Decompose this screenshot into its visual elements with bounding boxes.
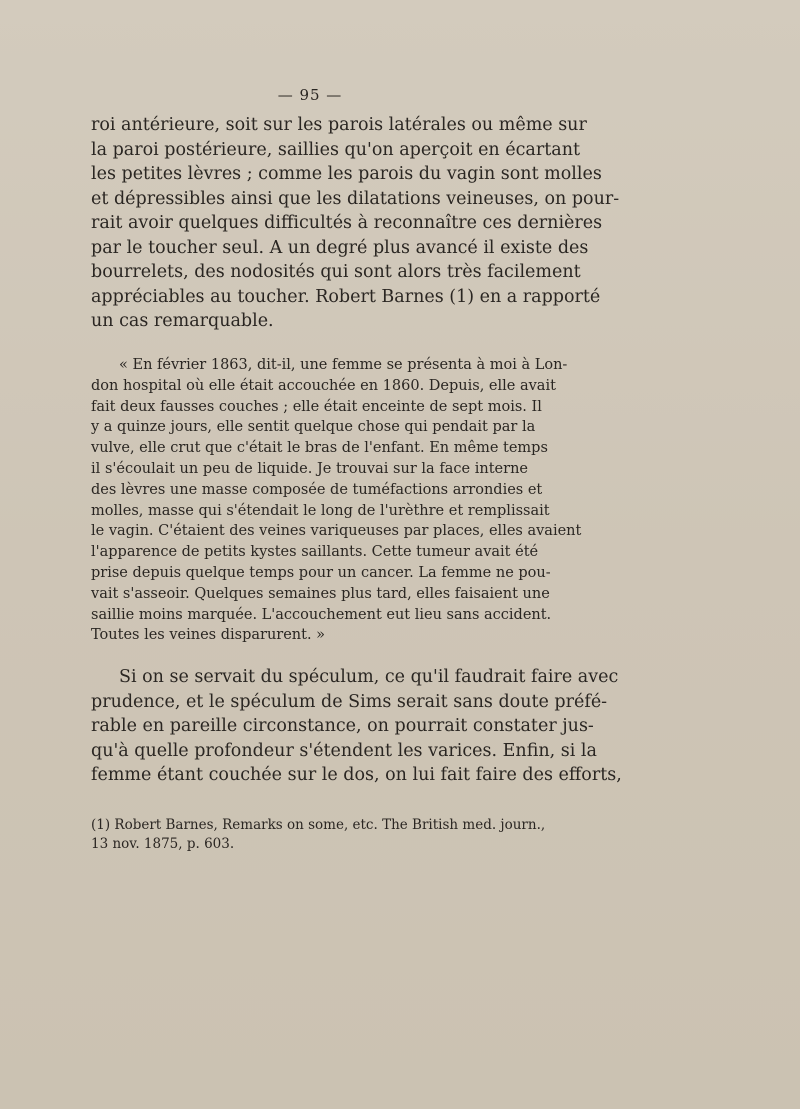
quote-line: « En février 1863, dit-il, une femme se présenta à moi à Lon-	[119, 357, 568, 373]
quote-line: molles, masse qui s'étendait le long de l'urèthre et remplissait	[91, 502, 550, 519]
text-line: et dépressibles ainsi que les dilatations veineuses, on pour-	[91, 188, 620, 209]
quote-line: vulve, elle crut que c'était le bras de l'enfant. En même temps	[91, 440, 548, 457]
quote-line: Toutes les veines disparurent. »	[91, 627, 326, 644]
quote-line: il s'écoulait un peu de liquide. Je trouvai sur la face interne	[91, 460, 528, 477]
text-line: la paroi postérieure, saillies qu'on aperçoit en écartant	[91, 139, 580, 160]
footnote-line: (1) Robert Barnes, Remarks on some, etc. The British med. journ.,	[91, 817, 546, 833]
quote-line: des lèvres une masse composée de tuméfactions arrondies et	[91, 481, 543, 498]
quote-line: le vagin. C'étaient des veines variqueuses par places, elles avaient	[91, 523, 582, 540]
footnote-line: 13 nov. 1875, p. 603.	[91, 835, 235, 852]
footnote	[91, 816, 546, 853]
paragraph-1	[91, 113, 620, 334]
text-line: rait avoir quelques difficultés à reconnaître ces dernières	[91, 213, 603, 233]
text-line: Si on se servait du spéculum, ce qu'il faudrait faire avec	[119, 667, 619, 687]
paragraph-2	[91, 665, 622, 788]
quote-line: fait deux fausses couches ; elle était enceinte de sept mois. Il	[91, 398, 542, 415]
text-line: un cas remarquable.	[91, 311, 274, 331]
text-line: appréciables au toucher. Robert Barnes (1) en a rapporté	[91, 286, 601, 307]
text-line: roi antérieure, soit sur les parois latérales ou même sur	[91, 115, 587, 135]
text-line: bourrelets, des nodosités qui sont alors très facilement	[91, 262, 581, 282]
text-line: rable en pareille circonstance, on pourrait constater jus-	[91, 716, 594, 736]
quote-line: don hospital où elle était accouchée en 1860. Depuis, elle avait	[91, 377, 556, 394]
text-line: qu'à quelle profondeur s'étendent les varices. Enfin, si la	[91, 740, 597, 761]
quote-line: l'apparence de petits kystes saillants. Cette tumeur avait été	[91, 544, 539, 561]
text-line: par le toucher seul. A un degré plus avancé il existe des	[91, 237, 589, 258]
quote-line: y a quinze jours, elle sentit quelque chose qui pendait par la	[91, 419, 536, 436]
text-line: femme étant couchée sur le dos, on lui fait faire des efforts,	[91, 765, 622, 785]
quotation-block	[91, 355, 582, 646]
quote-line: saillie moins marquée. L'accouchement eut lieu sans accident.	[91, 606, 552, 623]
text-line: prudence, et le spéculum de Sims serait sans doute préfé-	[91, 691, 608, 712]
quote-line: prise depuis quelque temps pour un cancer. La femme ne pou-	[91, 564, 551, 581]
page-number: — 95 —	[277, 86, 343, 104]
quote-line: vait s'asseoir. Quelques semaines plus tard, elles faisaient une	[91, 585, 550, 602]
text-line: les petites lèvres ; comme les parois du vagin sont molles	[91, 164, 602, 184]
